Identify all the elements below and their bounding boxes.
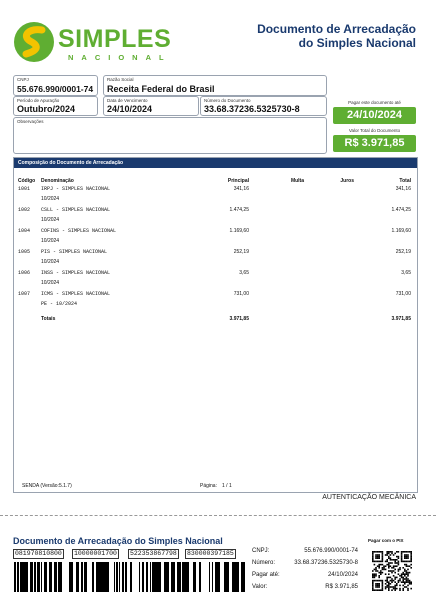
- autenticacao-mecanica: AUTENTICAÇÃO MECÂNICA: [322, 494, 416, 501]
- barcode-code-3: 522353867798: [130, 550, 177, 557]
- periodo-value: Outubro/2024: [17, 104, 76, 114]
- vencimento-label: Data de Vencimento: [107, 98, 148, 103]
- col-total: Total: [399, 178, 411, 184]
- col-multa: Multa: [290, 178, 304, 184]
- title-line-2: do Simples Nacional: [298, 36, 416, 50]
- row-periodo: 10/2024: [41, 238, 60, 244]
- row-denominacao: INSS - SIMPLES NACIONAL: [41, 270, 111, 276]
- pagar-ate-value: 24/10/2024: [333, 107, 416, 124]
- row-codigo: 1005: [18, 249, 31, 255]
- row-total: 1.474,25: [391, 207, 411, 213]
- cnpj-field: [13, 75, 98, 96]
- razao-social-field: [103, 75, 327, 96]
- barcode-codes: [13, 549, 245, 559]
- row-principal: 3,65: [239, 270, 249, 276]
- stub-title: Documento de Arrecadação do Simples Nacional: [13, 536, 223, 546]
- cnpj-value: 55.676.990/0001-74: [17, 84, 94, 94]
- stub-details: [252, 548, 362, 594]
- razao-social-label: Razão Social: [107, 77, 134, 82]
- stub-valor: R$ 3.971,85: [325, 584, 358, 590]
- row-principal: 1.474,25: [229, 207, 249, 213]
- razao-social-value: Receita Federal do Brasil: [107, 84, 215, 94]
- pagina-label: Página:: [200, 483, 217, 489]
- stub-numero-label: Número:: [252, 560, 276, 566]
- periodo-field: [13, 96, 98, 116]
- logo-s-icon: [12, 20, 56, 64]
- col-codigo: Código: [18, 178, 36, 184]
- row-denominacao: CSLL - SIMPLES NACIONAL: [41, 207, 111, 213]
- row-periodo: PE - 10/2024: [41, 301, 78, 307]
- row-denominacao: IRPJ - SIMPLES NACIONAL: [41, 186, 111, 192]
- stub-cnpj-label: CNPJ:: [252, 548, 270, 554]
- pagina-value: 1 / 1: [222, 483, 232, 489]
- pix-label: Pagar com o PIX: [368, 538, 404, 543]
- senda-version: SENDA (Versão:5.1.7): [22, 483, 72, 489]
- valor-total-label: Valor Total do Documento: [348, 128, 401, 133]
- barcode-code-1: 081970810800: [15, 550, 62, 557]
- row-codigo: 1007: [18, 291, 31, 297]
- valor-total-value: R$ 3.971,85: [333, 135, 416, 152]
- row-periodo: 10/2024: [41, 196, 60, 202]
- col-principal: Principal: [227, 178, 249, 184]
- barcode-code-4: 830000397185: [187, 550, 234, 557]
- barcode: [13, 562, 245, 592]
- composition-title: Composição do Documento de Arrecadação: [14, 158, 417, 168]
- row-total: 3,65: [401, 270, 411, 276]
- row-codigo: 1004: [18, 228, 31, 234]
- stub-pagar-label: Pagar até:: [252, 572, 280, 578]
- row-principal: 1.169,60: [229, 228, 249, 234]
- periodo-label: Período de Apuração: [17, 98, 60, 103]
- numero-documento-field: [200, 96, 327, 116]
- title-line-1: Documento de Arrecadação: [257, 22, 416, 36]
- numero-documento-value: 33.68.37236.5325730-8: [204, 104, 300, 114]
- row-denominacao: PIS - SIMPLES NACIONAL: [41, 249, 108, 255]
- pix-qr-code: [372, 551, 412, 591]
- logo-word: SIMPLES: [58, 25, 172, 53]
- col-denominacao: Denominação: [41, 178, 74, 184]
- numero-documento-label: Número do Documento: [204, 98, 251, 103]
- vencimento-field: [103, 96, 199, 116]
- cut-line: [0, 515, 436, 516]
- stub-pagar: 24/10/2024: [327, 572, 358, 578]
- row-codigo: 1002: [18, 207, 31, 213]
- totals-principal: 3.971,85: [229, 316, 249, 322]
- row-total: 341,16: [395, 186, 411, 192]
- pagar-ate-label: Pagar este documento até: [348, 100, 401, 105]
- row-periodo: 10/2024: [41, 280, 60, 286]
- row-periodo: 10/2024: [41, 217, 60, 223]
- row-denominacao: COFINS - SIMPLES NACIONAL: [41, 228, 117, 234]
- row-codigo: 1006: [18, 270, 31, 276]
- row-principal: 252,19: [233, 249, 249, 255]
- row-principal: 731,00: [233, 291, 249, 297]
- stub-numero: 33.68.37236.5325730-8: [294, 560, 358, 566]
- simples-nacional-logo: [12, 20, 172, 64]
- row-principal: 341,16: [233, 186, 249, 192]
- row-codigo: 1001: [18, 186, 31, 192]
- totals-total: 3.971,85: [391, 316, 411, 322]
- composition-table: [13, 157, 418, 493]
- row-total: 731,00: [395, 291, 411, 297]
- vencimento-value: 24/10/2024: [107, 104, 153, 114]
- observacoes-label: Observações: [17, 119, 44, 124]
- row-periodo: 10/2024: [41, 259, 60, 265]
- row-total: 252,19: [395, 249, 411, 255]
- cnpj-label: CNPJ: [17, 77, 29, 82]
- barcode-code-2: 10000001700: [74, 550, 117, 557]
- totals-label: Totais: [41, 316, 56, 322]
- logo-sub: NACIONAL: [68, 53, 172, 62]
- stub-valor-label: Valor:: [252, 584, 268, 590]
- row-total: 1.169,60: [391, 228, 411, 234]
- stub-cnpj: 55.676.990/0001-74: [304, 548, 358, 554]
- observacoes-field: [13, 117, 327, 154]
- row-denominacao: ICMS - SIMPLES NACIONAL: [41, 291, 111, 297]
- col-juros: Juros: [340, 178, 354, 184]
- document-title: [257, 22, 416, 50]
